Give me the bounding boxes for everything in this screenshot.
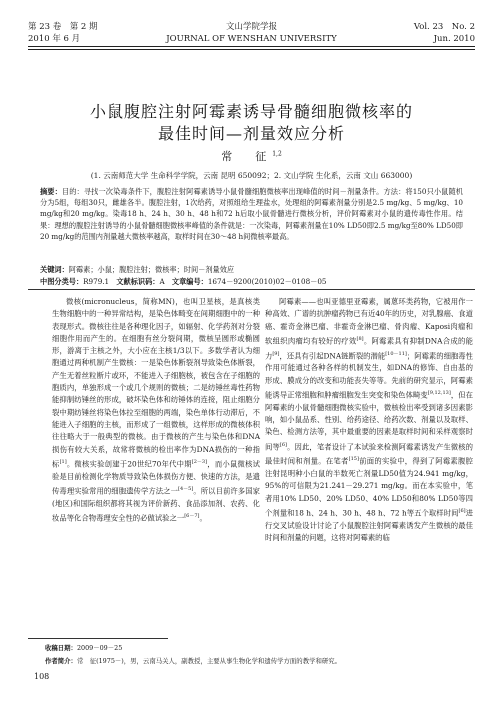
doc-code-value: A: [159, 277, 165, 286]
author-line: [0, 148, 503, 164]
body-paragraph: 微核(micronucleus，简称MN)，也叫卫星核，是真核类生物细胞中的一种异常结构，是染色体畸变在间期细胞中的一种表现形式。微核往往是各种理化因子，如辐射、化学药剂对分裂细胞作用而产生的。在细胞有丝分裂间期，微核呈圆形或椭圆形，游离于主核之外，大小应在主核1/3以下。多数学者认为细胞通过两种机制产生微核：一是染色体断裂剂导致染色体断裂，产生无着丝粒断片或环，不能进入子细胞核，被包含在子细胞的胞质内，单独形成一个或几个规则的微核；二是纺锤丝毒性药物能抑制纺锤丝的形成，破坏染色体和纺锤体的连接，阻止细胞分裂中期纺锤丝将染色体拉至细胞的两端，染色单体行动滞后，不能进入子细胞的主核，而形成了一组微核，这样形成的微核体积往往略大于一般典型的微核。由于微核的产生与染色体和DNA损伤有较大关系，故常将微核的检出率作为DNA损伤的一种指标[1]。微核实验创建于20世纪70年代中期[2－3]，而小鼠微核试验是目前检测化学物质导致染色体损伤方便、快速的方法，是遗传毒理实验常用的细胞遗传学方法之一[4－5]。所以目前许多国家(地区)和国际组织都将其视为评价新药、食品添加剂、农药、化妆品等化合物毒理安全性的必做试验之一[6－7]。: [52, 297, 260, 523]
citation: [1]: [59, 458, 67, 465]
keywords: [40, 264, 463, 275]
abstract: [40, 186, 463, 242]
paper-title-line2: 最佳时间—剂量效应分析: [157, 124, 345, 143]
header-rule-thick: [28, 46, 475, 47]
header-rule-thin: [28, 49, 475, 50]
journal-name-en: JOURNAL OF WENSHAN UNIVERSITY: [166, 34, 337, 44]
clc-value: R979.1: [83, 277, 110, 286]
affiliation: (1. 云南师范大学 生命科学学院，云南 昆明 650092；2. 文山学院 生化系，云南 文山 663000): [90, 171, 413, 180]
page-number: 108: [34, 672, 50, 681]
body-paragraph: 阿霉素——也叫亚德里亚霉素，属蒽环类药物，它被用作一种高效、广谱的抗肿瘤药物已有近40年的历史，对乳腺癌、食道癌、霍奇金淋巴瘤、非霍奇金淋巴瘤、骨肉瘤、Kaposi肉瘤和软组织肉瘤均有较好的疗效[8]。阿霉素具有抑制DNA合成的能力[9]，还具有引起DNA链断裂的潜能[10－11]；阿霉素的细胞毒性作用可能通过各种各样的机制发生，如DNA的修饰、自由基的形成、膜成分的改变和功能丧失等等。先前的研究显示，阿霉素能诱导正常细胞和肿瘤细胞发生突变和染色体畸变[9,12,13]，但在阿霉素的小鼠骨髓细胞微核实验中，微核检出率受到诸多因素影响，如小鼠品系、性别、给药途径、给药次数、剂量以及取样、染色、检测方法等，其中最重要的因素是取样时间和采样观察时间等[6]。因此，笔者设计了本试验来检测阿霉素诱发产生微核的最佳时间和剂量。在笔者[15]前面的实验中，得到了阿霉素腹腔注射昆明种小白鼠的半数死亡剂量LD50值为24.941 mg/kg，95%的可信限为21.241－29.271 mg/kg。而在本实验中，笔者用10% LD50、20% LD50、40% LD50和80% LD50等四个剂量和18 h、24 h、30 h、48 h、72 h等五个取样时间[6]进行交叉试验设计讨论了小鼠腹腔注射阿霉素诱发产生微核的最佳时间和剂量的问题，这将对阿霉素的临: [265, 297, 473, 542]
abstract-text: 目的：寻找一次染毒条件下，腹腔注射阿霉素诱导小鼠骨髓细胞微核率出现峰值的时间－剂量条件。方法：将150只小鼠随机分为5组，每组30只，雌雄各半。腹腔注射，1次给药，对照组给生理盐水，处理组的阿霉素剂量分别是2.5 mg/kg、5 mg/kg、10 mg/kg和20 mg/kg。染毒18 h、24 h、30 h、48 h和72 h后取小鼠骨髓进行微核分析，评价阿霉素对小鼠的遗传毒性作用。结果：理想的腹腔注射诱导的小鼠骨髓细胞微核率峰值的条件就是：一次染毒，阿霉素剂量在10% LD50即2.5 mg/kg至80% LD50即20 mg/kg的范围内剂量越大微核率越高，取样时间在30～48 h间微核率最高。: [40, 187, 463, 241]
body-column-right: [265, 296, 473, 544]
issue-number: 第 23 卷 第 2 期: [28, 22, 98, 32]
keywords-text: 阿霉素；小鼠；腹腔注射；微核率；时间－剂量效应: [68, 265, 235, 274]
clc-label: 中图分类号：: [40, 277, 84, 286]
citation: [15]: [348, 456, 359, 463]
author-affil-marks: 1,2: [272, 150, 282, 158]
footnote-received: 收稿日期：2009－09－25: [45, 644, 123, 652]
footnote-rule: [28, 638, 168, 639]
citation: [6]: [458, 507, 466, 514]
abstract-label: 摘要：: [40, 187, 62, 196]
citation: [9,12,13]: [427, 389, 451, 396]
footnote-author-bio: 作者简介：常 征(1975－)，男，云南马关人，副教授，主要从事生物化学和遗传学方面的教学和研究。: [45, 657, 342, 665]
citation: [6－7]: [184, 512, 200, 519]
article-no-value: 1674－9200(2010)02－0108－05: [207, 277, 327, 286]
abstract-rule: [28, 289, 475, 290]
citation: [2－3]: [191, 458, 208, 465]
keywords-label: 关键词：: [40, 265, 69, 274]
volume-number: Vol. 23 No. 2: [413, 22, 475, 32]
classification-line: [40, 276, 463, 287]
date-cn: 2010 年 6 月: [28, 34, 81, 44]
journal-name-cn: 文山学院学报: [225, 22, 277, 32]
citation: [4－5]: [178, 485, 194, 492]
author-name: 常 征: [221, 150, 273, 163]
citation: [10－11]: [385, 350, 407, 357]
article-no-label: 文章编号：: [171, 277, 208, 286]
date-en: Jun. 2010: [433, 34, 475, 44]
citation: [8]: [356, 335, 364, 342]
body-column-left: [52, 296, 260, 525]
citation: [9]: [272, 350, 280, 357]
citation: [6]: [279, 441, 287, 448]
doc-code-label: 文献标识码：: [116, 277, 160, 286]
paper-title-line1: 小鼠腹腔注射阿霉素诱导骨髓细胞微核率的: [89, 102, 413, 121]
